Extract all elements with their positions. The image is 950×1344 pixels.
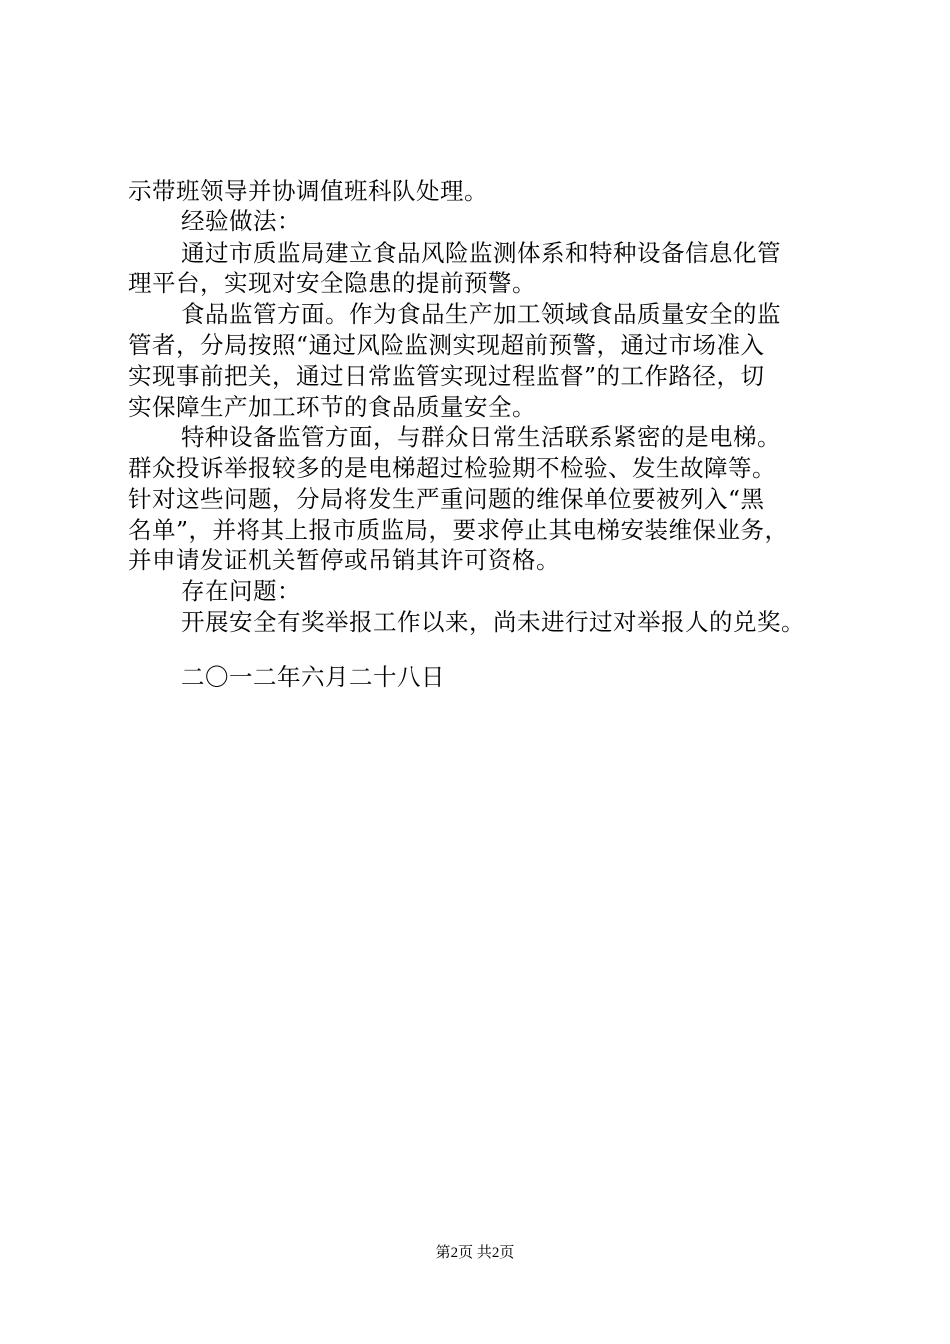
paragraph-line: 针对这些问题，分局将发生严重问题的维保单位要被列入“黑	[128, 485, 765, 513]
paragraph-line: 管者，分局按照“通过风险监测实现超前预警，通过市场准入	[128, 331, 765, 359]
paragraph-line: 理平台，实现对安全隐患的提前预警。	[128, 269, 536, 297]
paragraph-line: 实保障生产加工环节的食品质量安全。	[128, 393, 536, 421]
section-heading-experience: 经验做法：	[181, 207, 301, 235]
section-heading-issues: 存在问题：	[181, 577, 301, 605]
paragraph-line: 名单”，并将其上报市质监局，要求停止其电梯安装维保业务，	[128, 516, 789, 544]
paragraph-line: 食品监管方面。作为食品生产加工领域食品质量安全的监	[181, 300, 781, 328]
paragraph-line: 实现事前把关，通过日常监管实现过程监督”的工作路径，切	[128, 362, 765, 390]
paragraph-line: 通过市质监局建立食品风险监测体系和特种设备信息化管	[181, 239, 781, 267]
paragraph-line: 群众投诉举报较多的是电梯超过检验期不检验、发生故障等。	[128, 454, 776, 482]
paragraph-line: 特种设备监管方面，与群众日常生活联系紧密的是电梯。	[181, 423, 781, 451]
page-number-footer: 第2页 共2页	[435, 1245, 515, 1261]
paragraph-line: 开展安全有奖举报工作以来，尚未进行过对举报人的兑奖。	[181, 608, 805, 636]
document-date: 二〇一二年六月二十八日	[181, 663, 445, 691]
paragraph-line: 并申请发证机关暂停或吊销其许可资格。	[128, 546, 560, 574]
paragraph-line: 示带班领导并协调值班科队处理。	[128, 177, 488, 205]
